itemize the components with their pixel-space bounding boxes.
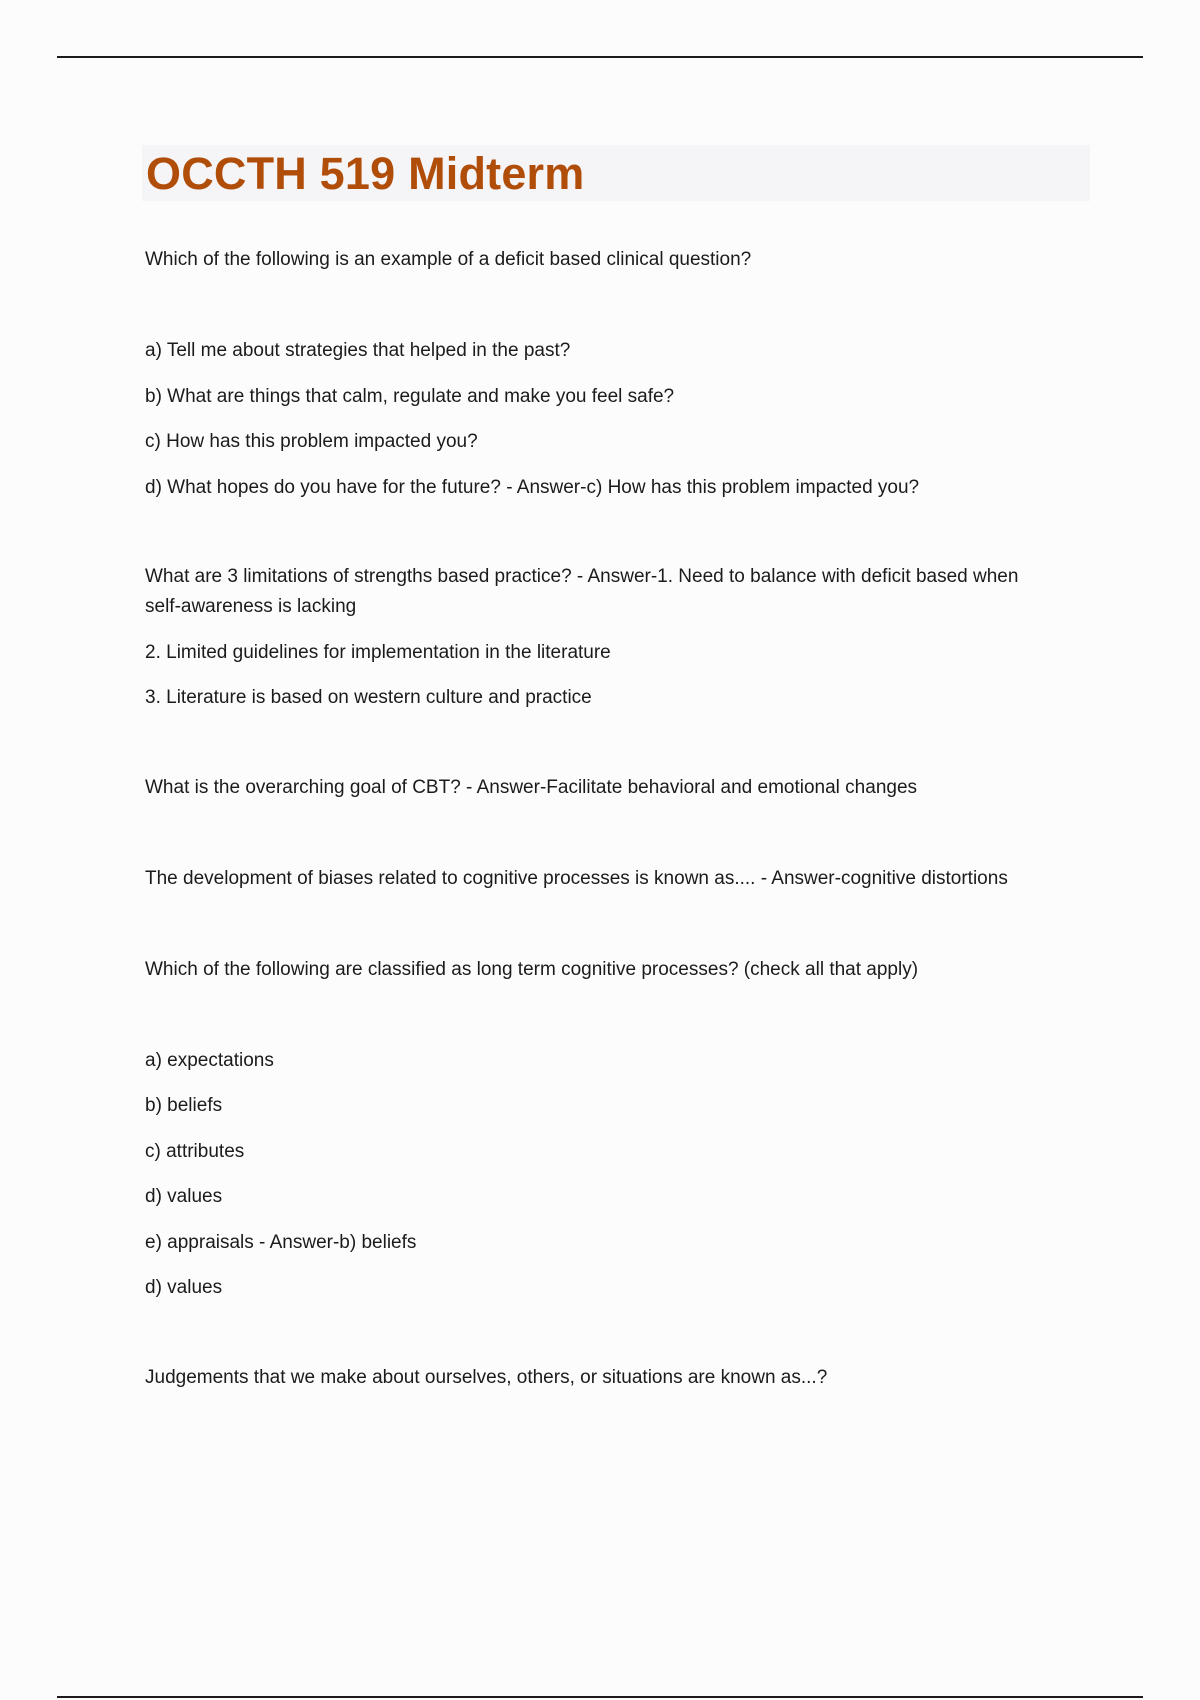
q1-option-c: c) How has this problem impacted you? [145, 431, 478, 452]
question-2-cont: self-awareness is lacking [145, 596, 357, 617]
q1-option-d-answer: d) What hopes do you have for the future? - Answer-c) How has this problem impacted you? [145, 477, 920, 498]
header-rule [57, 56, 1143, 58]
answer-2-item-3: 3. Literature is based on western culture and practice [145, 687, 592, 708]
q5-option-a: a) expectations [145, 1050, 274, 1071]
question-2: What are 3 limitations of strengths based practice? - Answer-1. Need to balance with deficit based when [145, 566, 1019, 587]
question-5: Which of the following are classified as long term cognitive processes? (check all that apply) [145, 959, 919, 980]
question-6: Judgements that we make about ourselves, others, or situations are known as...? [145, 1367, 828, 1388]
q5-option-b: b) beliefs [145, 1095, 223, 1116]
footer-rule [57, 1696, 1143, 1698]
q5-answer-cont: d) values [145, 1277, 223, 1298]
q5-option-d: d) values [145, 1186, 223, 1207]
q5-option-e-answer: e) appraisals - Answer-b) beliefs [145, 1232, 417, 1253]
question-3: What is the overarching goal of CBT? - Answer-Facilitate behavioral and emotional changes [145, 777, 918, 798]
page-title: OCCTH 519 Midterm [146, 148, 585, 199]
answer-2-item-2: 2. Limited guidelines for implementation in the literature [145, 642, 611, 663]
question-4: The development of biases related to cognitive processes is known as.... - Answer-cognitive distortions [145, 868, 1008, 889]
q1-option-a: a) Tell me about strategies that helped in the past? [145, 340, 571, 361]
q5-option-c: c) attributes [145, 1141, 245, 1162]
q1-option-b: b) What are things that calm, regulate and make you feel safe? [145, 386, 675, 407]
question-1: Which of the following is an example of a deficit based clinical question? [145, 249, 752, 270]
